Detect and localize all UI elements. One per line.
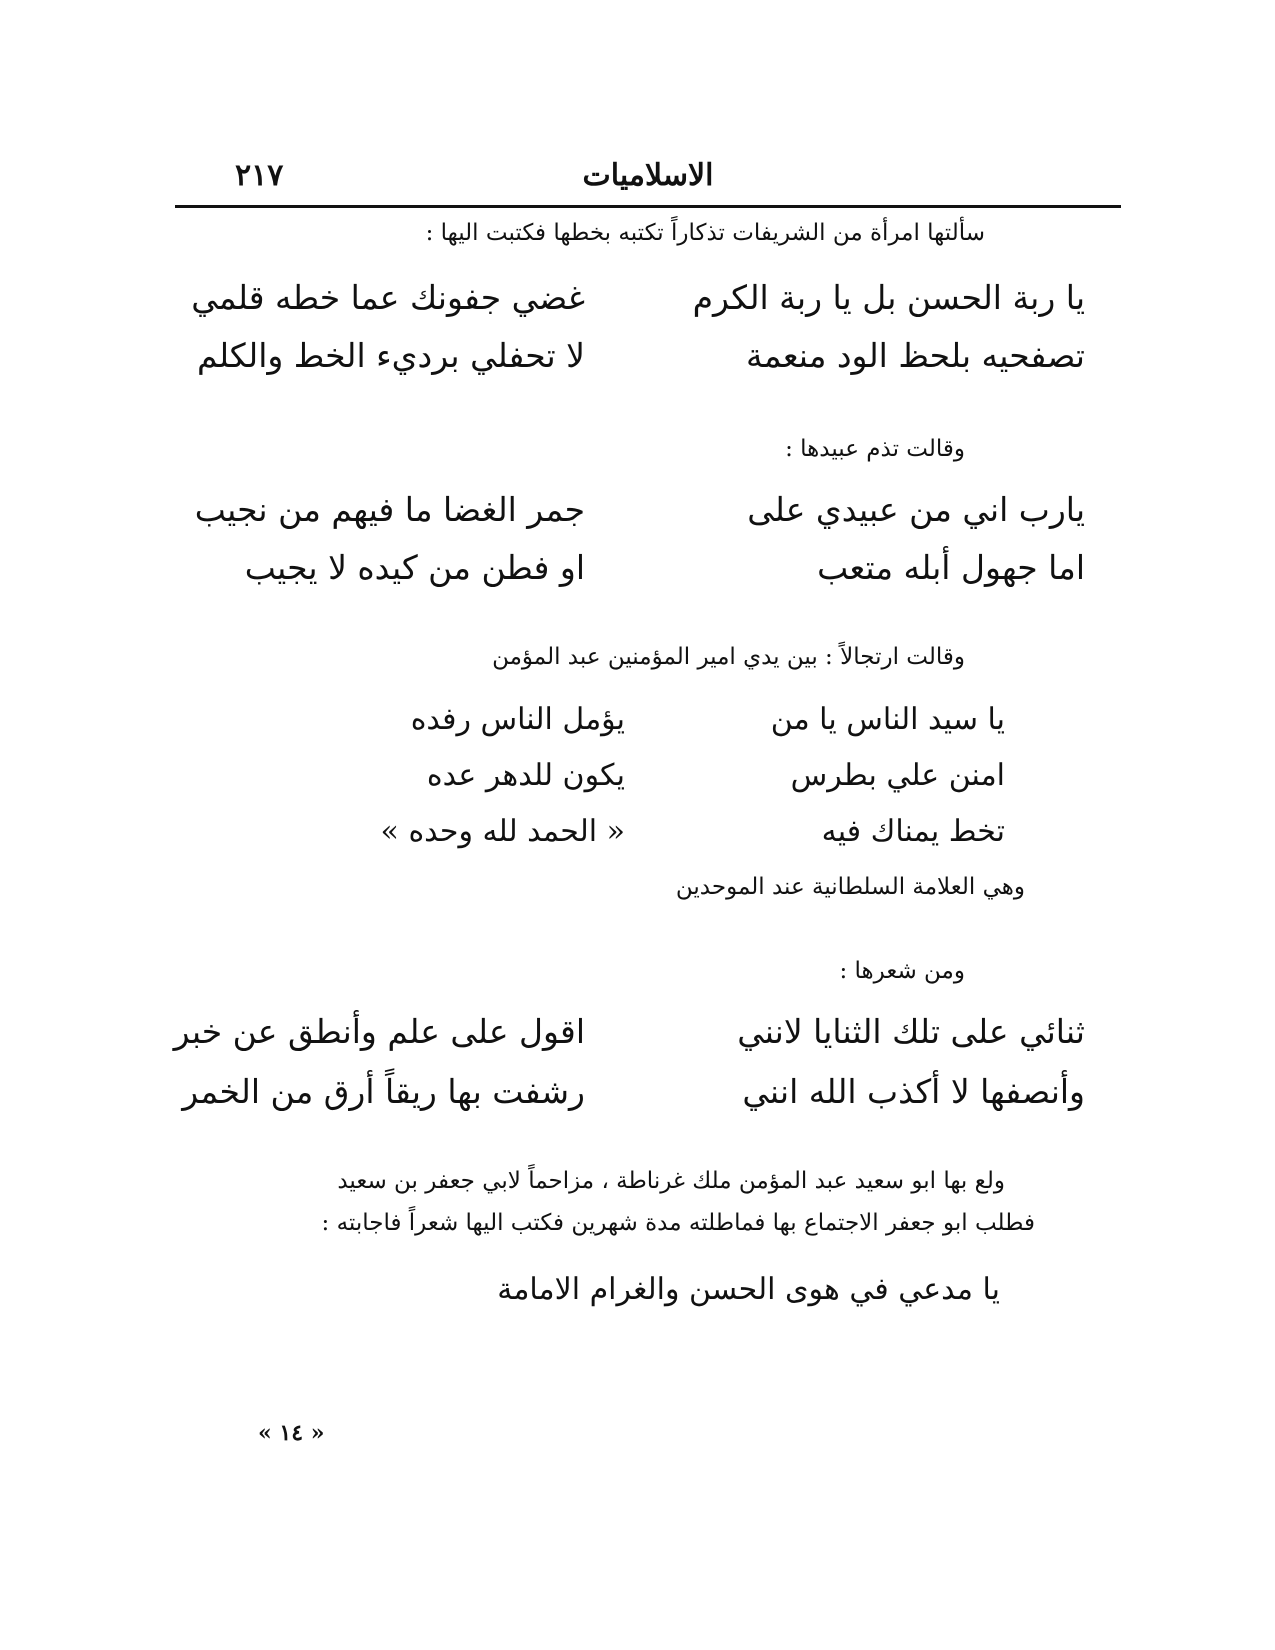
- header-rule: [175, 205, 1121, 208]
- verse-hemistich-right: اما جهول أبله متعب: [817, 548, 1085, 587]
- footer-signature: « ١٤ »: [258, 1420, 325, 1446]
- page-title: الاسلاميات: [582, 158, 714, 193]
- intro-text: وقالت تذم عبيدها :: [785, 436, 965, 462]
- verse-hemistich-right: وأنصفها لا أكذب الله انني: [742, 1072, 1085, 1111]
- verse-hemistich-right: يا سيد الناس يا من: [770, 702, 1005, 737]
- note-text: وهي العلامة السلطانية عند الموحدين: [675, 874, 1025, 900]
- intro-text: فطلب ابو جعفر الاجتماع بها فماطلته مدة شهرين فكتب اليها شعراً فاجابته :: [321, 1210, 1035, 1236]
- verse-hemistich-left: اقول على علم وأنطق عن خبر: [173, 1012, 585, 1051]
- intro-text: وقالت ارتجالاً : بين يدي امير المؤمنين عبد المؤمن: [492, 644, 965, 670]
- verse-hemistich-left: يؤمل الناس رفده: [410, 702, 625, 737]
- verse-hemistich-right: ثنائي على تلك الثنايا لانني: [737, 1012, 1085, 1051]
- verse-hemistich-right: يارب اني من عبيدي على: [747, 490, 1085, 529]
- verse-hemistich-left: لا تحفلي برديء الخط والكلم: [197, 336, 585, 375]
- intro-text: ومن شعرها :: [839, 958, 965, 984]
- page-number: ٢١٧: [235, 158, 284, 193]
- verse-hemistich-left: غضي جفونك عما خطه قلمي: [191, 278, 585, 317]
- verse-hemistich-left: جمر الغضا ما فيهم من نجيب: [194, 490, 585, 529]
- verse-hemistich-right: تصفحيه بلحظ الود منعمة: [746, 336, 1085, 375]
- page-header: [175, 150, 1121, 200]
- verse-line: يا مدعي في هوى الحسن والغرام الامامة: [497, 1272, 1000, 1307]
- verse-hemistich-right: تخط يمناك فيه: [821, 814, 1005, 849]
- verse-hemistich-left: او فطن من كيده لا يجيب: [244, 548, 585, 587]
- verse-hemistich-right: امنن علي بطرس: [790, 758, 1005, 793]
- intro-text: سألتها امرأة من الشريفات تذكاراً تكتبه بخطها فكتبت اليها :: [425, 220, 985, 246]
- verse-hemistich-left: رشفت بها ريقاً أرق من الخمر: [182, 1072, 585, 1111]
- verse-hemistich-right: يا ربة الحسن بل يا ربة الكرم: [692, 278, 1085, 317]
- intro-text: ولع بها ابو سعيد عبد المؤمن ملك غرناطة ، مزاحماً لابي جعفر بن سعيد: [337, 1168, 1005, 1194]
- verse-hemistich-left: « الحمد لله وحده »: [380, 814, 625, 849]
- verse-hemistich-left: يكون للدهر عده: [426, 758, 625, 793]
